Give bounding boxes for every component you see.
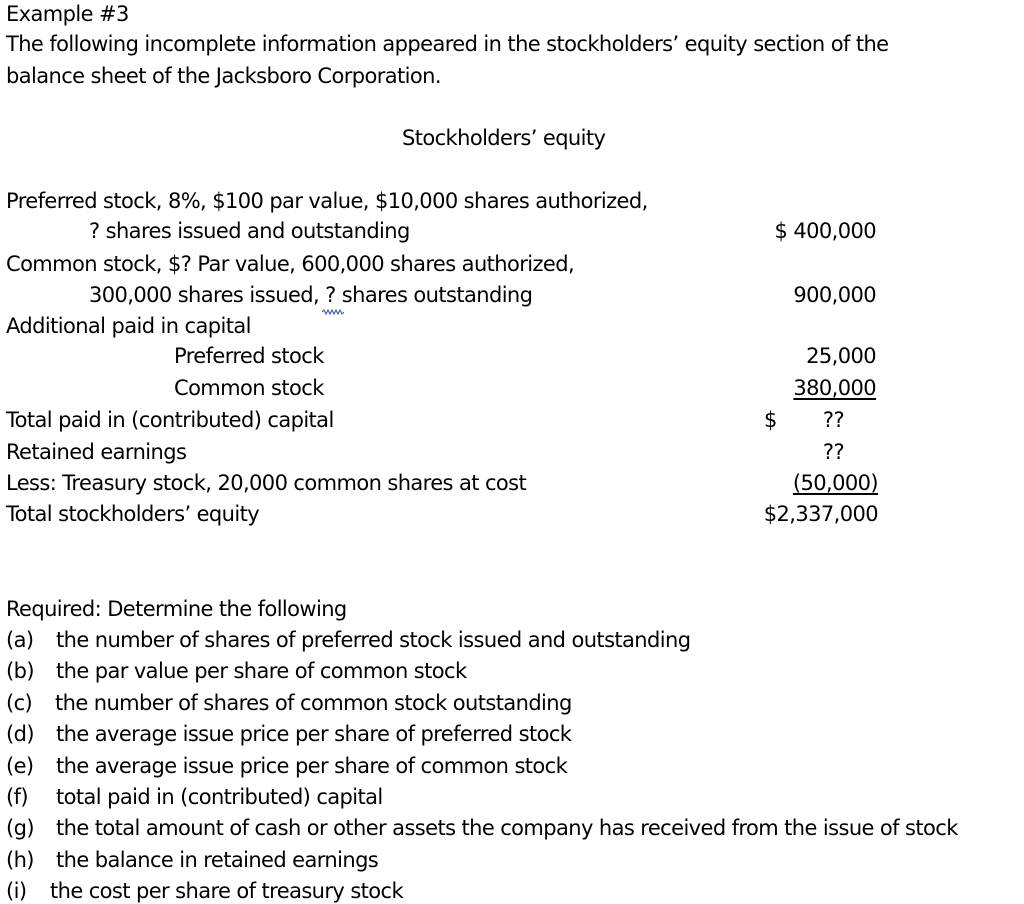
common-stock-label-2: 300,000 shares issued, ? shares outstanding [89,283,533,307]
apic-common-label: Common stock [174,376,324,400]
required-item-label: (f) [6,785,28,809]
required-item-label: (a) [6,628,34,652]
total-paid-in-amount: ?? [822,408,844,432]
required-item-text: the par value per share of common stock [56,659,467,683]
apic-label: Additional paid in capital [6,314,251,338]
total-equity-label: Total stockholders’ equity [6,502,260,526]
required-item-text: the cost per share of treasury stock [50,879,404,903]
required-item-text: the total amount of cash or other assets the company has received from the issue of stock [56,816,958,840]
common-stock-amount: 900,000 [793,283,876,307]
section-title: Stockholders’ equity [402,126,606,150]
apic-preferred-label: Preferred stock [174,344,324,368]
treasury-stock-amount: (50,000) [792,471,878,495]
preferred-stock-label-1: Preferred stock, 8%, $100 par value, $10,000 shares authorized, [6,189,648,213]
required-item-label: (i) [6,879,27,903]
apic-common-amount: 380,000 [793,376,876,400]
required-item-label: (c) [6,691,33,715]
treasury-stock-label: Less: Treasury stock, 20,000 common shares at cost [6,471,527,495]
intro-line-1: The following incomplete information appeared in the stockholders’ equity section of the [6,32,889,56]
total-paid-in-dollar: $ [764,408,777,432]
apic-preferred-amount: 25,000 [806,344,876,368]
required-item-label: (e) [6,754,34,778]
required-item-label: (d) [6,722,34,746]
preferred-stock-amount: $ 400,000 [774,219,876,243]
required-item-text: the average issue price per share of common stock [56,754,568,778]
preferred-stock-label-2: ? shares issued and outstanding [89,219,410,243]
spellcheck-squiggle [322,309,344,315]
required-item-label: (g) [6,816,34,840]
example-heading: Example #3 [6,2,129,26]
required-item-label: (b) [6,659,34,683]
common-stock-label-1: Common stock, $? Par value, 600,000 shares authorized, [6,252,575,276]
retained-earnings-amount: ?? [822,440,844,464]
total-paid-in-label: Total paid in (contributed) capital [6,408,334,432]
total-equity-amount: $2,337,000 [763,502,878,526]
required-title: Required: Determine the following [6,597,347,621]
required-item-text: the number of shares of common stock outstanding [55,691,572,715]
intro-line-2: balance sheet of the Jacksboro Corporation. [6,64,441,88]
required-item-text: the average issue price per share of preferred stock [56,722,572,746]
required-item-text: total paid in (contributed) capital [56,785,383,809]
retained-earnings-label: Retained earnings [6,440,187,464]
required-item-text: the number of shares of preferred stock issued and outstanding [56,628,691,652]
required-item-label: (h) [6,848,34,872]
required-item-text: the balance in retained earnings [56,848,379,872]
